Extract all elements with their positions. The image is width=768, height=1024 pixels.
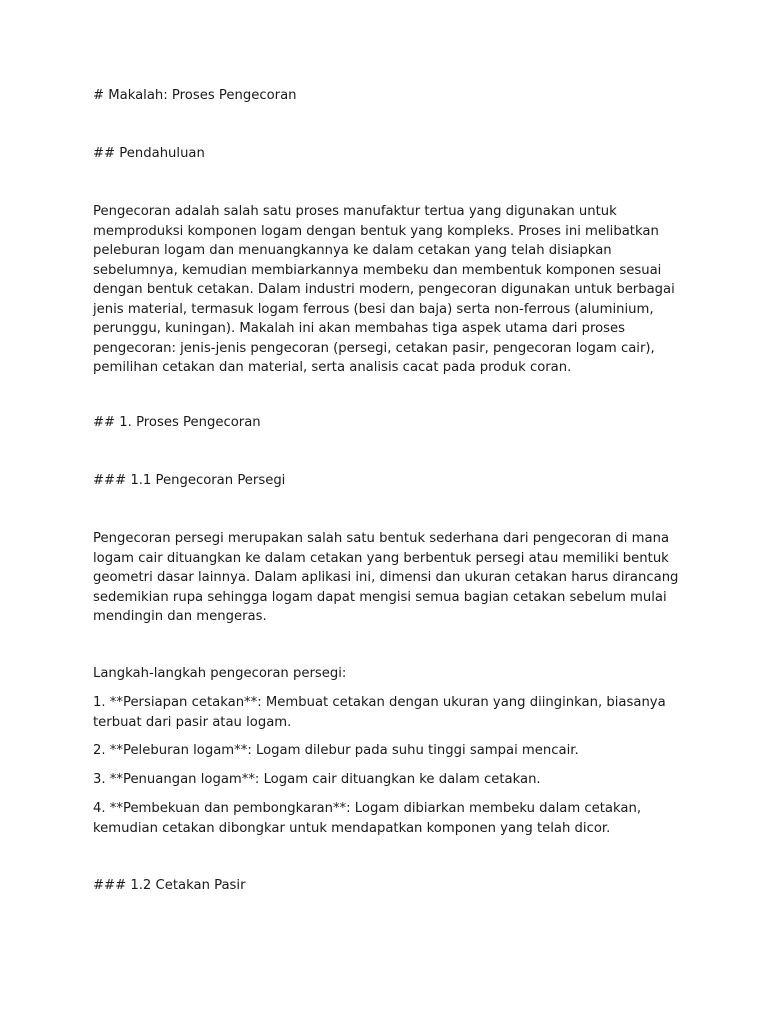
document-title: # Makalah: Proses Pengecoran (93, 88, 297, 103)
subsection-1-2-heading: ### 1.2 Cetakan Pasir (93, 878, 246, 893)
list-item: 2. **Peleburan logam**: Logam dilebur pada suhu tinggi sampai mencair. (93, 743, 579, 758)
intro-paragraph: Pengecoran adalah salah satu proses manufaktur tertua yang digunakan untuk memproduksi komponen logam dengan bentuk yang kompleks. Proses ini melibatkan peleburan logam dan menuangkannya ke dalam cetakan yang telah disiapkan sebelumnya, kemudian membiarkannya membeku dan membentuk komponen sesuai dengan bentuk cetakan. Dalam industri modern, pengecoran digunakan untuk berbagai jenis material, termasuk logam ferrous (besi dan baja) serta non-ferrous (aluminium, perunggu, kuningan). Makalah ini akan membahas tiga aspek utama dari proses pengecoran: jenis-jenis pengecoran (persegi, cetakan pasir, pengecoran logam cair), pemilihan cetakan dan material, serta analisis cacat pada produk coran. (93, 204, 675, 375)
subsection-1-1-heading: ### 1.1 Pengecoran Persegi (93, 473, 286, 488)
section-1-heading: ## 1. Proses Pengecoran (93, 415, 261, 430)
list-item: 4. **Pembekuan dan pembongkaran**: Logam dibiarkan membeku dalam cetakan, kemudian cetakan dibongkar untuk mendapatkan komponen yang telah dicor. (93, 801, 642, 836)
list-item: 1. **Persiapan cetakan**: Membuat cetakan dengan ukuran yang diinginkan, biasanya terbuat dari pasir atau logam. (93, 695, 666, 730)
subsection-1-1-paragraph: Pengecoran persegi merupakan salah satu bentuk sederhana dari pengecoran di mana logam cair dituangkan ke dalam cetakan yang berbentuk persegi atau memiliki bentuk geometri dasar lainnya. Dalam aplikasi ini, dimensi dan ukuran cetakan harus dirancang sedemikian rupa sehingga logam dapat mengisi semua bagian cetakan sebelum mulai mendingin dan mengeras. (93, 531, 679, 624)
list-item: 3. **Penuangan logam**: Logam cair dituangkan ke dalam cetakan. (93, 772, 541, 787)
intro-heading: ## Pendahuluan (93, 146, 205, 161)
steps-intro: Langkah-langkah pengecoran persegi: (93, 666, 347, 681)
